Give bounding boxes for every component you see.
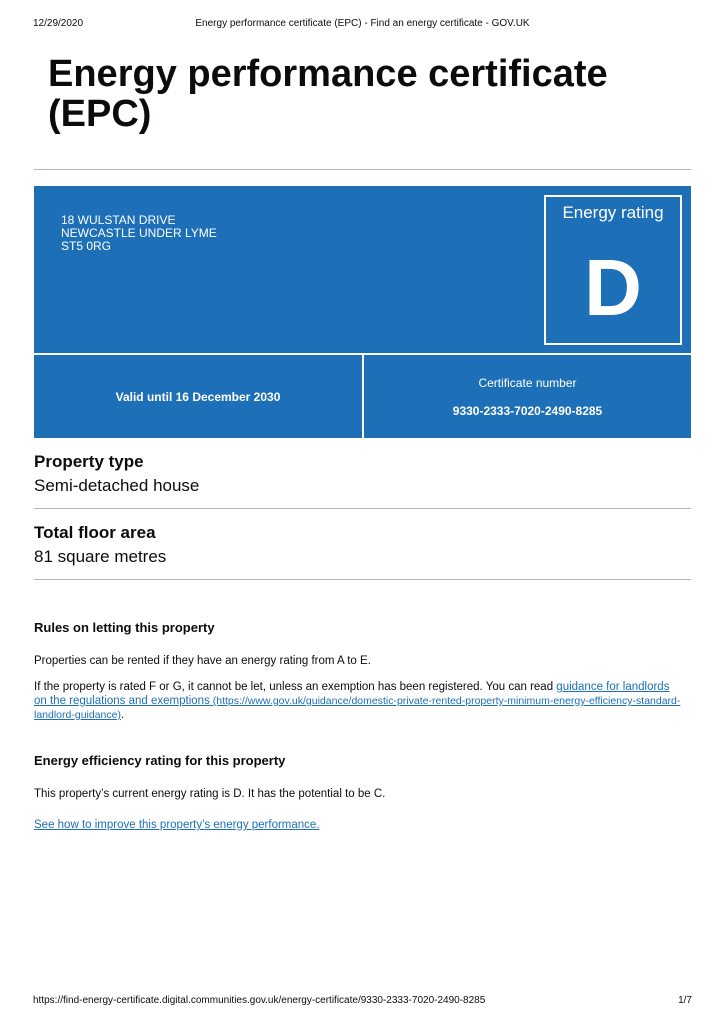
address-line: 18 WULSTAN DRIVE	[61, 213, 176, 227]
letting-rules-paragraph: Properties can be rented if they have an energy rating from A to E.	[34, 655, 371, 667]
section-divider	[34, 579, 691, 580]
address-line: ST5 0RG	[61, 239, 112, 253]
valid-until-date: Valid until 16 December 2030	[115, 390, 281, 404]
property-address	[61, 214, 217, 253]
exemption-text: If the property is rated F or G, it cannot be let, unless an exemption has been registered. You can read	[34, 681, 557, 693]
property-type-value: Semi-detached house	[34, 476, 200, 495]
energy-rating-letter: D	[584, 243, 642, 332]
page-number: 1/7	[678, 995, 692, 1006]
page-title: Energy performance certificate (EPC)	[48, 53, 608, 135]
letting-rules-heading: Rules on letting this property	[34, 620, 215, 635]
panel-divider	[362, 354, 364, 438]
improve-performance-link[interactable]: See how to improve this property’s energy performance.	[34, 819, 320, 831]
certificate-number-label: Certificate number	[478, 376, 577, 390]
section-divider	[34, 508, 691, 509]
print-header	[33, 18, 692, 32]
title-divider	[34, 169, 691, 170]
print-date: 12/29/2020	[33, 18, 84, 29]
efficiency-rating-paragraph: This property’s current energy rating is D. It has the potential to be C.	[34, 788, 386, 800]
property-type-heading: Property type	[34, 452, 144, 471]
print-footer	[33, 995, 692, 1009]
energy-rating-label: Energy rating	[562, 203, 664, 222]
energy-rating-box	[544, 195, 682, 345]
guidance-link-text[interactable]: guidance for landlords on the regulations and exemptions	[34, 681, 670, 707]
floor-area-heading: Total floor area	[34, 523, 156, 542]
print-url: https://find-energy-certificate.digital.communities.gov.uk/energy-certificate/9330-2333-7020-2490-8285	[33, 995, 486, 1006]
print-page-title: Energy performance certificate (EPC) - Find an energy certificate - GOV.UK	[195, 18, 530, 29]
efficiency-rating-heading: Energy efficiency rating for this property	[34, 753, 286, 768]
letting-exemption-paragraph	[34, 680, 684, 722]
improve-performance-paragraph	[34, 818, 684, 832]
address-line: NEWCASTLE UNDER LYME	[61, 226, 217, 240]
certificate-number: 9330-2333-7020-2490-8285	[452, 404, 603, 418]
exemption-text-end: .	[120, 709, 125, 721]
guidance-link-url[interactable]: (https://www.gov.uk/guidance/domestic-private-rented-property-minimum-energy-efficiency-standard-landlord-guidance)	[34, 695, 681, 721]
floor-area-value: 81 square metres	[34, 547, 167, 566]
epc-summary-panel	[34, 186, 691, 438]
